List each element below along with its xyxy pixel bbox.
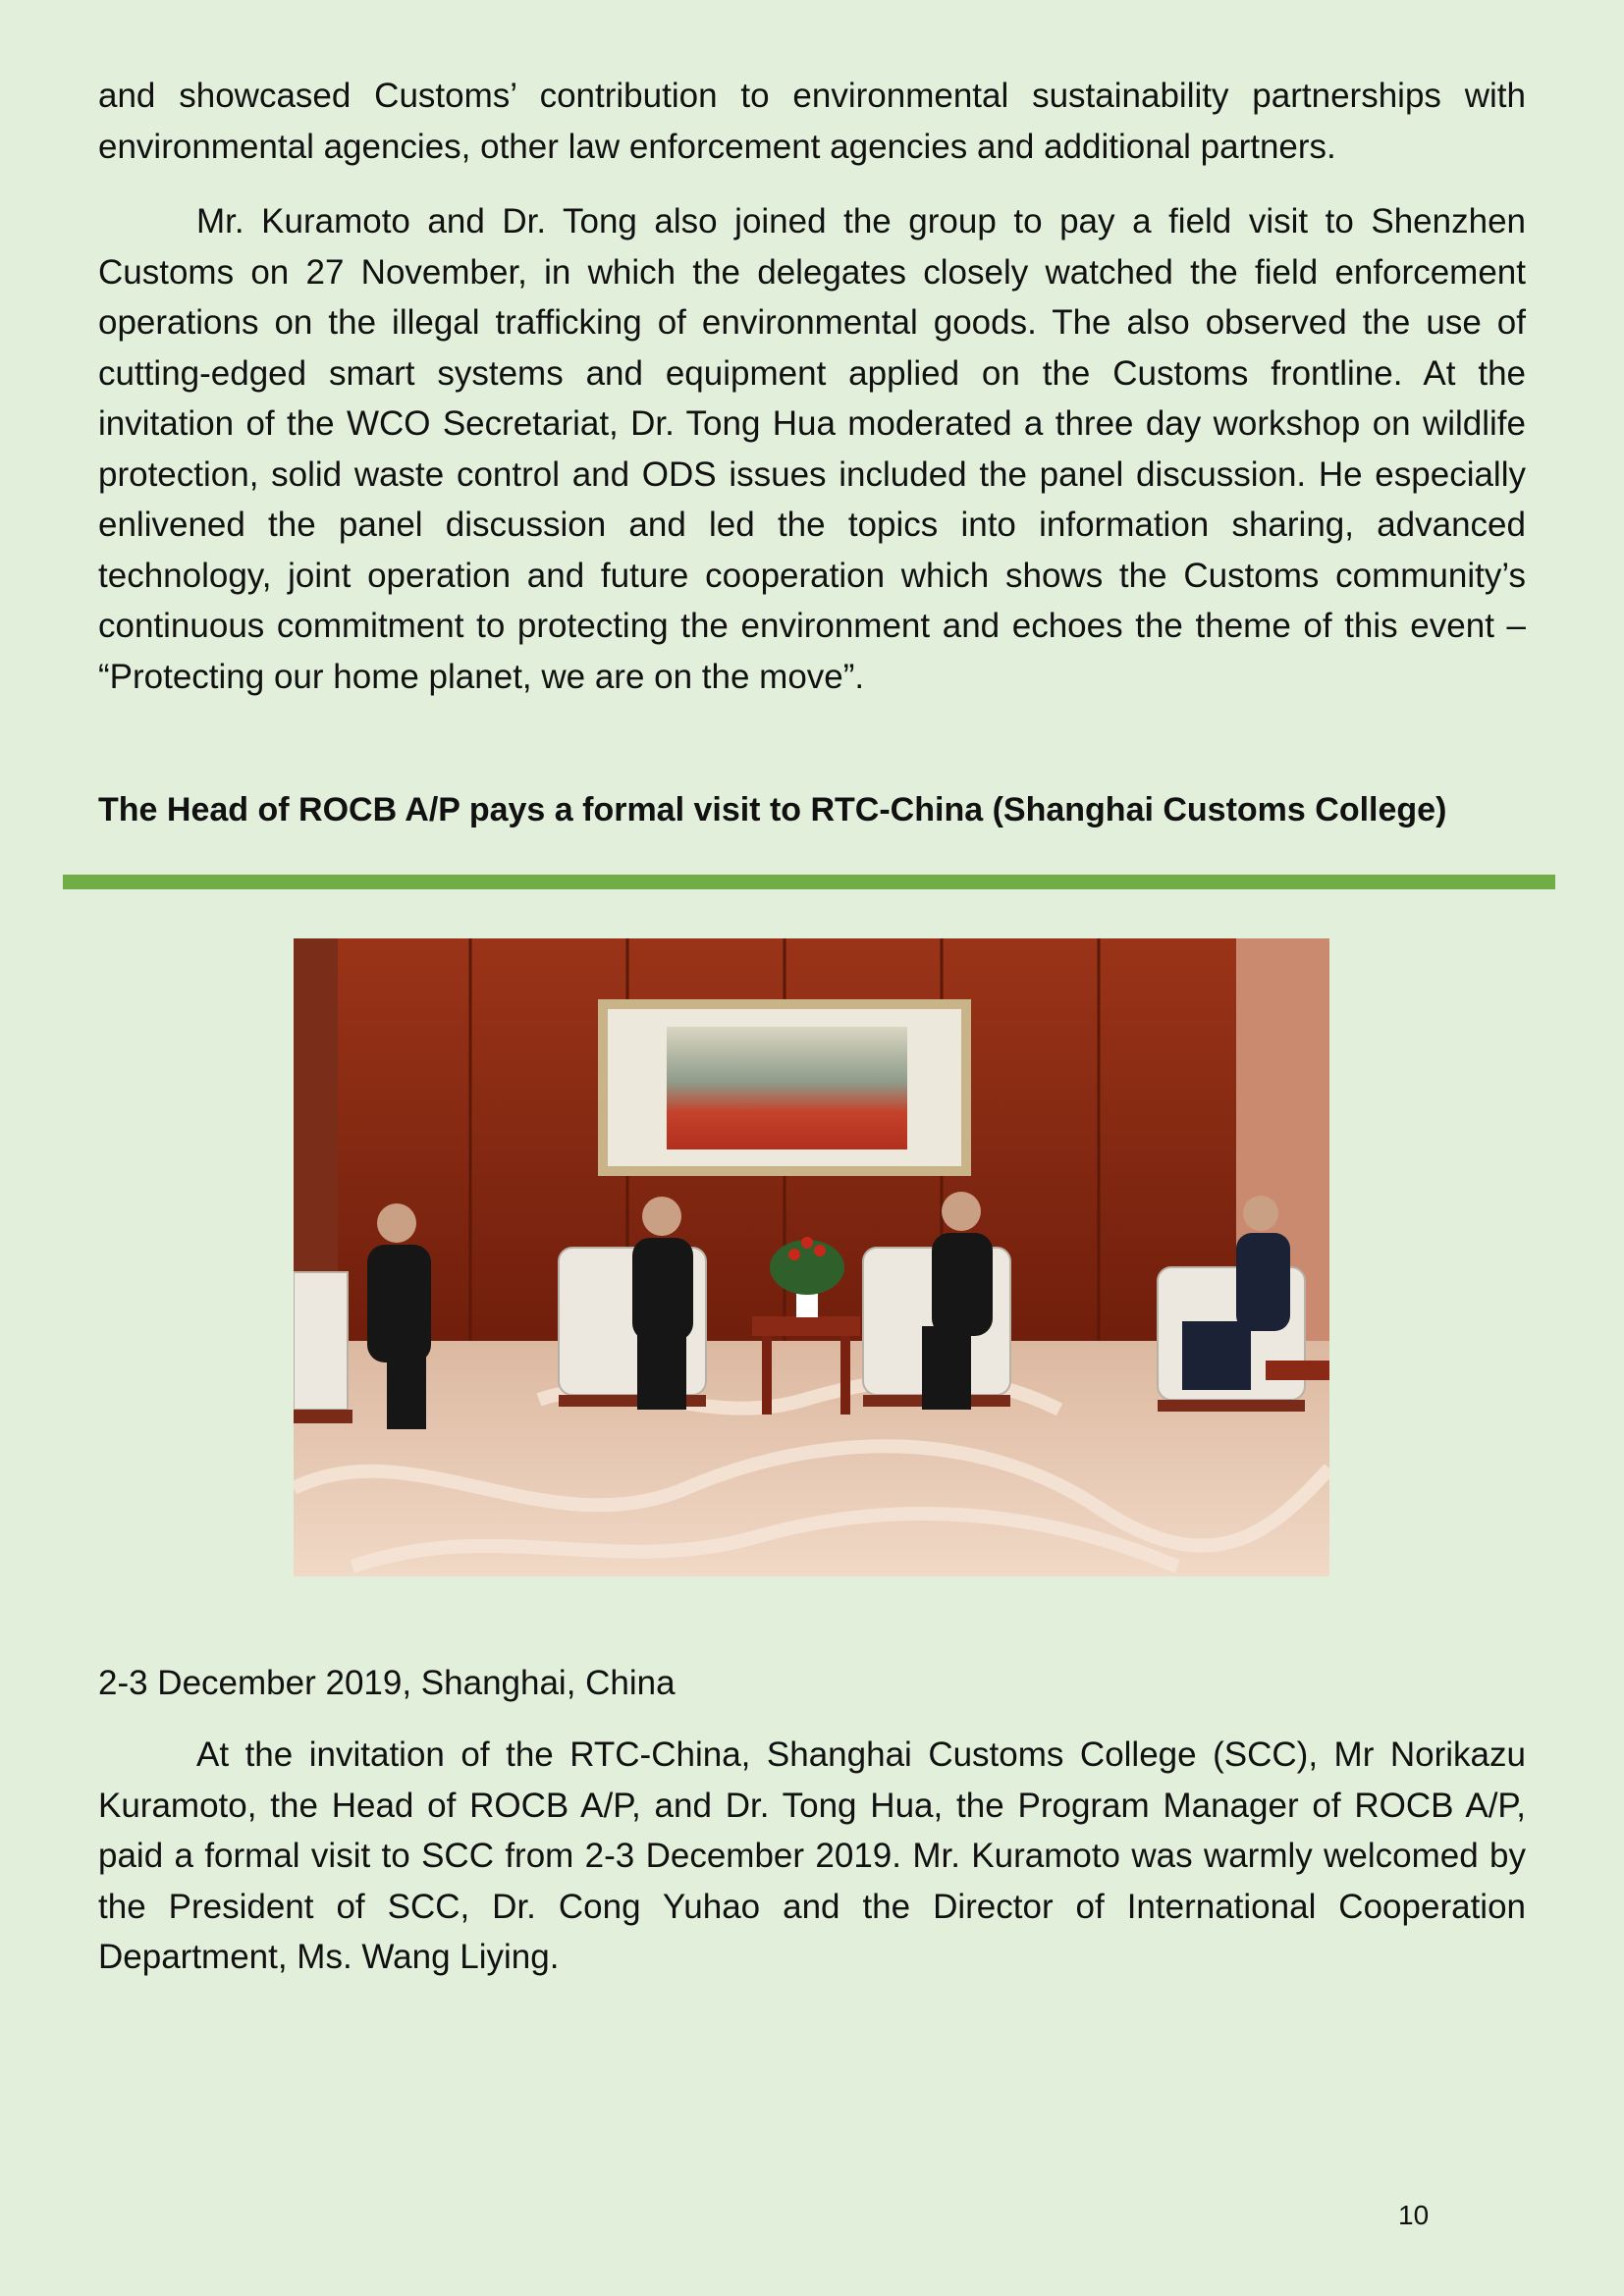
dateline: 2-3 December 2019, Shanghai, China [98,1664,676,1702]
heading-divider [63,875,1555,889]
meeting-photo-illustration [294,938,1329,1576]
page-number: 10 [1398,2200,1430,2230]
meeting-photo [294,938,1329,1576]
paragraph-field-visit: Mr. Kuramoto and Dr. Tong also joined the group to pay a field visit to Shenzhen Customs on 27 November, in which the delegates closely watched the field enforcement operations on the illegal trafficking of environmental goods. The also observed the use of cutting-edged smart systems and equipment applied on the Customs frontline. At the invitation of the WCO Secretariat, Dr. Tong Hua moderated a three day workshop on wildlife protection, solid waste control and ODS issues included the panel discussion. He especially enlivened the panel discussion and led the topics into information sharing, advanced technology, joint operation and future cooperation which shows the Customs community’s continuous commitment to protecting the environment and echoes the theme of this event – “Protecting our home planet, we are on the move”. [98,202,1526,696]
paragraph-scc-visit: At the invitation of the RTC-China, Shanghai Customs College (SCC), Mr Norikazu Kuramoto, the Head of ROCB A/P, and Dr. Tong Hua, the Program Manager of ROCB A/P, paid a formal visit to SCC from 2-3 December 2019. Mr. Kuramoto was warmly welcomed by the President of SCC, Dr. Cong Yuhao and the Director of International Cooperation Department, Ms. Wang Liying. [98,1735,1526,1976]
section-heading: The Head of ROCB A/P pays a formal visit to RTC-China (Shanghai Customs College) [98,791,1447,828]
paragraph-intro: and showcased Customs’ contribution to environmental sustainability partnerships with environmental agencies, other law enforcement agencies and additional partners. [98,77,1526,166]
